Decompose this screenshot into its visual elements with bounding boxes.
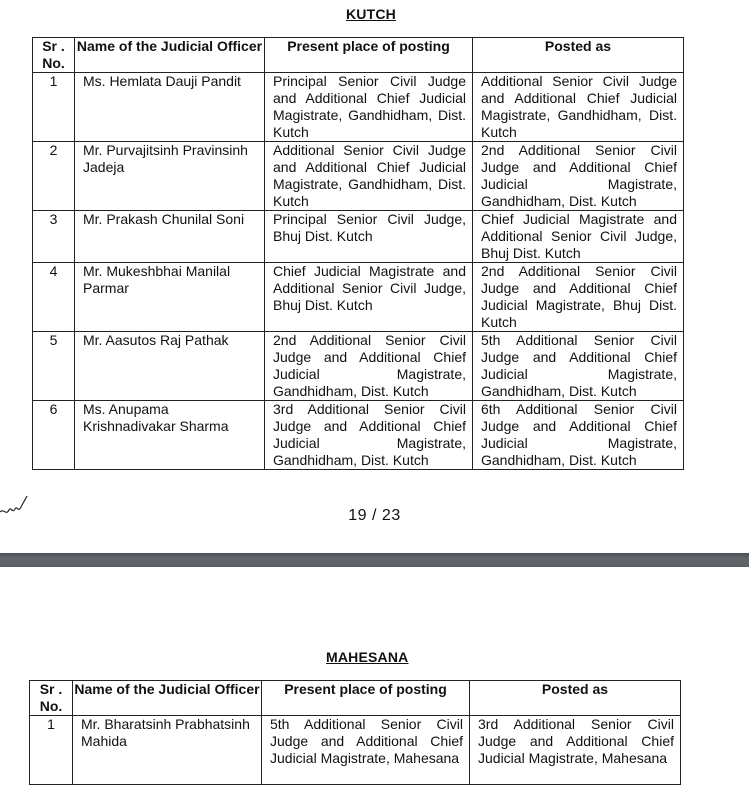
cell-posted-as: Chief Judicial Magistrate and Additional Senior Civil Judge, Bhuj Dist. Kutch [473,211,684,263]
table-row [33,401,684,470]
cell-posted-as: 5th Additional Senior Civil Judge and Additional Chief Judicial Magistrate, Gandhidham, Dist. Kutch [473,332,684,401]
table-row [33,332,684,401]
document-page-20 [0,567,749,800]
cell-officer-name: Mr. Purvajitsinh Pravinsinh Jadeja [75,142,265,211]
cell-present-posting: Additional Senior Civil Judge and Additional Chief Judicial Magistrate, Gandhidham, Dist. Kutch [265,142,473,211]
page-separator [0,553,749,567]
cell-present-posting: 5th Additional Senior Civil Judge and Additional Chief Judicial Magistrate, Mahesana [262,716,470,785]
cell-officer-name: Ms. Hemlata Dauji Pandit [75,73,265,142]
cell-sr-no: 2 [33,142,75,211]
header-posted-as: Posted as [470,681,681,716]
header-present-posting: Present place of posting [265,38,473,73]
header-sr-no: Sr . No. [30,681,73,716]
mahesana-postings-table [29,680,681,785]
cell-officer-name: Ms. Anupama Krishnadivakar Sharma [75,401,265,470]
cell-present-posting: Principal Senior Civil Judge, Bhuj Dist. Kutch [265,211,473,263]
cell-present-posting: 3rd Additional Senior Civil Judge and Additional Chief Judicial Magistrate, Gandhidham, Dist. Kutch [265,401,473,470]
cell-officer-name: Mr. Prakash Chunilal Soni [75,211,265,263]
header-sr-no: Sr . No. [33,38,75,73]
cell-posted-as: Additional Senior Civil Judge and Additional Chief Judicial Magistrate, Gandhidham, Dist. Kutch [473,73,684,142]
cell-sr-no: 1 [30,716,73,785]
section-title-mahesana: MAHESANA [326,649,409,665]
table-row [30,716,681,785]
header-officer-name: Name of the Judicial Officer [73,681,262,716]
cell-posted-as: 6th Additional Senior Civil Judge and Additional Chief Judicial Magistrate, Gandhidham, Dist. Kutch [473,401,684,470]
table-header-row [33,38,684,73]
cell-present-posting: 2nd Additional Senior Civil Judge and Additional Chief Judicial Magistrate, Gandhidham, Dist. Kutch [265,332,473,401]
table-row [33,73,684,142]
cell-sr-no: 6 [33,401,75,470]
table-header-row [30,681,681,716]
cell-present-posting: Chief Judicial Magistrate and Additional Senior Civil Judge, Bhuj Dist. Kutch [265,263,473,332]
kutch-postings-table [32,37,684,470]
section-title-kutch: KUTCH [346,6,396,22]
cell-posted-as: 2nd Additional Senior Civil Judge and Additional Chief Judicial Magistrate, Gandhidham, Dist. Kutch [473,142,684,211]
cell-officer-name: Mr. Bharatsinh Prabhatsinh Mahida [73,716,262,785]
cell-posted-as: 2nd Additional Senior Civil Judge and Additional Chief Judicial Magistrate, Bhuj Dist. Kutch [473,263,684,332]
cell-officer-name: Mr. Aasutos Raj Pathak [75,332,265,401]
page-number: 19 / 23 [348,507,401,524]
cell-sr-no: 3 [33,211,75,263]
cell-officer-name: Mr. Mukeshbhai Manilal Parmar [75,263,265,332]
header-posted-as: Posted as [473,38,684,73]
cell-sr-no: 5 [33,332,75,401]
header-present-posting: Present place of posting [262,681,470,716]
table-row [33,142,684,211]
table-row [33,263,684,332]
cell-posted-as: 3rd Additional Senior Civil Judge and Additional Chief Judicial Magistrate, Mahesana [470,716,681,785]
header-officer-name: Name of the Judicial Officer [75,38,265,73]
cell-sr-no: 4 [33,263,75,332]
cell-sr-no: 1 [33,73,75,142]
table-row [33,211,684,263]
cell-present-posting: Principal Senior Civil Judge and Additional Chief Judicial Magistrate, Gandhidham, Dist. Kutch [265,73,473,142]
